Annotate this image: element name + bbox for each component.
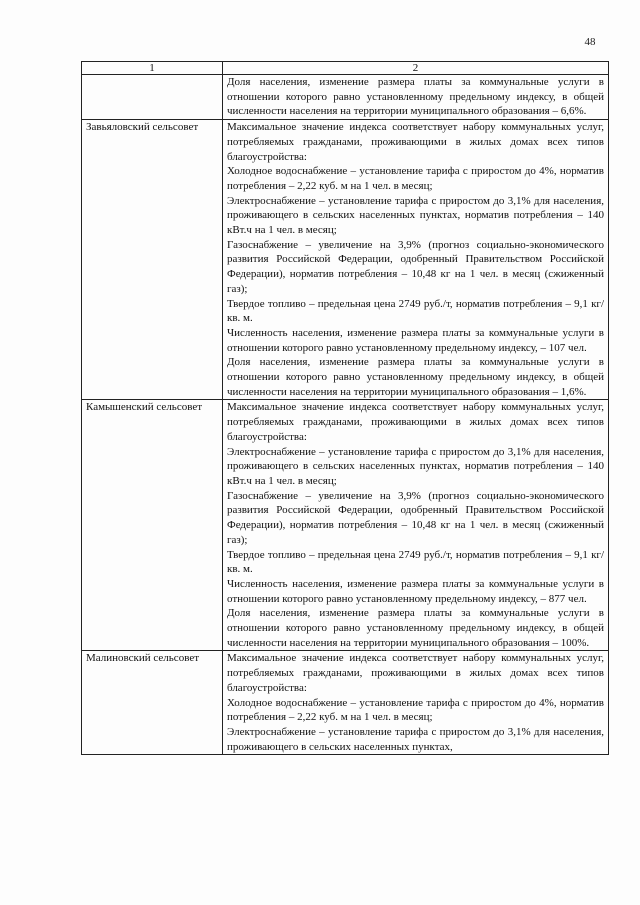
paragraph: Доля населения, изменение размера платы за коммунальные услуги в отношении которого равно установленному предельному индексу, в общей численности населения на территории муниципального образования – 6,6%. <box>227 76 604 118</box>
paragraph: Максимальное значение индекса соответствует набору коммунальных услуг, потребляемых гражданами, проживающими в жилых домах всех типов благоустройства: <box>227 652 604 694</box>
municipality-name: Малиновский сельсовет <box>82 651 223 755</box>
municipality-name: Завьяловский сельсовет <box>82 120 223 400</box>
tariff-table <box>81 61 609 755</box>
description-cell <box>223 651 609 755</box>
municipality-name <box>82 75 223 120</box>
header-col-1: 1 <box>82 62 223 75</box>
description-cell <box>223 75 609 120</box>
paragraph: Доля населения, изменение размера платы за коммунальные услуги в отношении которого равно установленному предельному индексу, в общей численности населения на территории муниципального образования – 100%. <box>227 607 604 649</box>
paragraph: Электроснабжение – установление тарифа с приростом до 3,1% для населения, проживающего в сельских населенных пунктах, <box>227 725 604 753</box>
paragraph: Газоснабжение – увеличение на 3,9% (прогноз социально-экономического развития Российской Федерации, одобренный Правительством Российской Федерации), норматив потребления – 10,48 кг на 1 чел. в месяц (сжиженный газ); <box>227 238 604 295</box>
paragraph: Холодное водоснабжение – установление тарифа с приростом до 4%, норматив потребления – 2,22 куб. м на 1 чел. в месяц; <box>227 696 604 724</box>
paragraph: Максимальное значение индекса соответствует набору коммунальных услуг, потребляемых гражданами, проживающими в жилых домах всех типов благоустройства: <box>227 121 604 163</box>
paragraph: Электроснабжение – установление тарифа с приростом до 3,1% для населения, проживающего в сельских населенных пунктах, норматив потребления – 140 кВт.ч на 1 чел. в месяц; <box>227 445 604 487</box>
paragraph: Численность населения, изменение размера платы за коммунальные услуги в отношении которого равно установленному предельному индексу, – 877 чел. <box>227 577 604 605</box>
paragraph: Численность населения, изменение размера платы за коммунальные услуги в отношении которого равно установленному предельному индексу, – 107 чел. <box>227 326 604 354</box>
table-header-row <box>82 62 609 75</box>
paragraph: Электроснабжение – установление тарифа с приростом до 3,1% для населения, проживающего в сельских населенных пунктах, норматив потребления – 140 кВт.ч на 1 чел. в месяц; <box>227 194 604 237</box>
paragraph: Максимальное значение индекса соответствует набору коммунальных услуг, потребляемых гражданами, проживающими в жилых домах всех типов благоустройства: <box>227 401 604 443</box>
paragraph: Газоснабжение – увеличение на 3,9% (прогноз социально-экономического развития Российской Федерации, одобренный Правительством Российской Федерации), норматив потребления – 10,48 кг на 1 чел. в месяц (сжиженный газ); <box>227 489 604 546</box>
paragraph: Твердое топливо – предельная цена 2749 руб./т, норматив потребления – 9,1 кг/кв. м. <box>227 548 604 576</box>
header-col-2: 2 <box>223 62 609 75</box>
paragraph: Доля населения, изменение размера платы за коммунальные услуги в отношении которого равно установленному предельному индексу, в общей численности населения на территории муниципального образования – 1,6%. <box>227 356 604 398</box>
municipality-name: Камышенский сельсовет <box>82 400 223 651</box>
description-cell <box>223 400 609 651</box>
table-row <box>82 651 609 755</box>
table-row <box>82 120 609 400</box>
table-row <box>82 75 609 120</box>
table-row <box>82 400 609 651</box>
paragraph: Холодное водоснабжение – установление тарифа с приростом до 4%, норматив потребления – 2,22 куб. м на 1 чел. в месяц; <box>227 165 604 192</box>
page-number: 48 <box>584 36 596 48</box>
paragraph: Твердое топливо – предельная цена 2749 руб./т, норматив потребления – 9,1 кг/кв. м. <box>227 297 604 325</box>
description-cell <box>223 120 609 400</box>
